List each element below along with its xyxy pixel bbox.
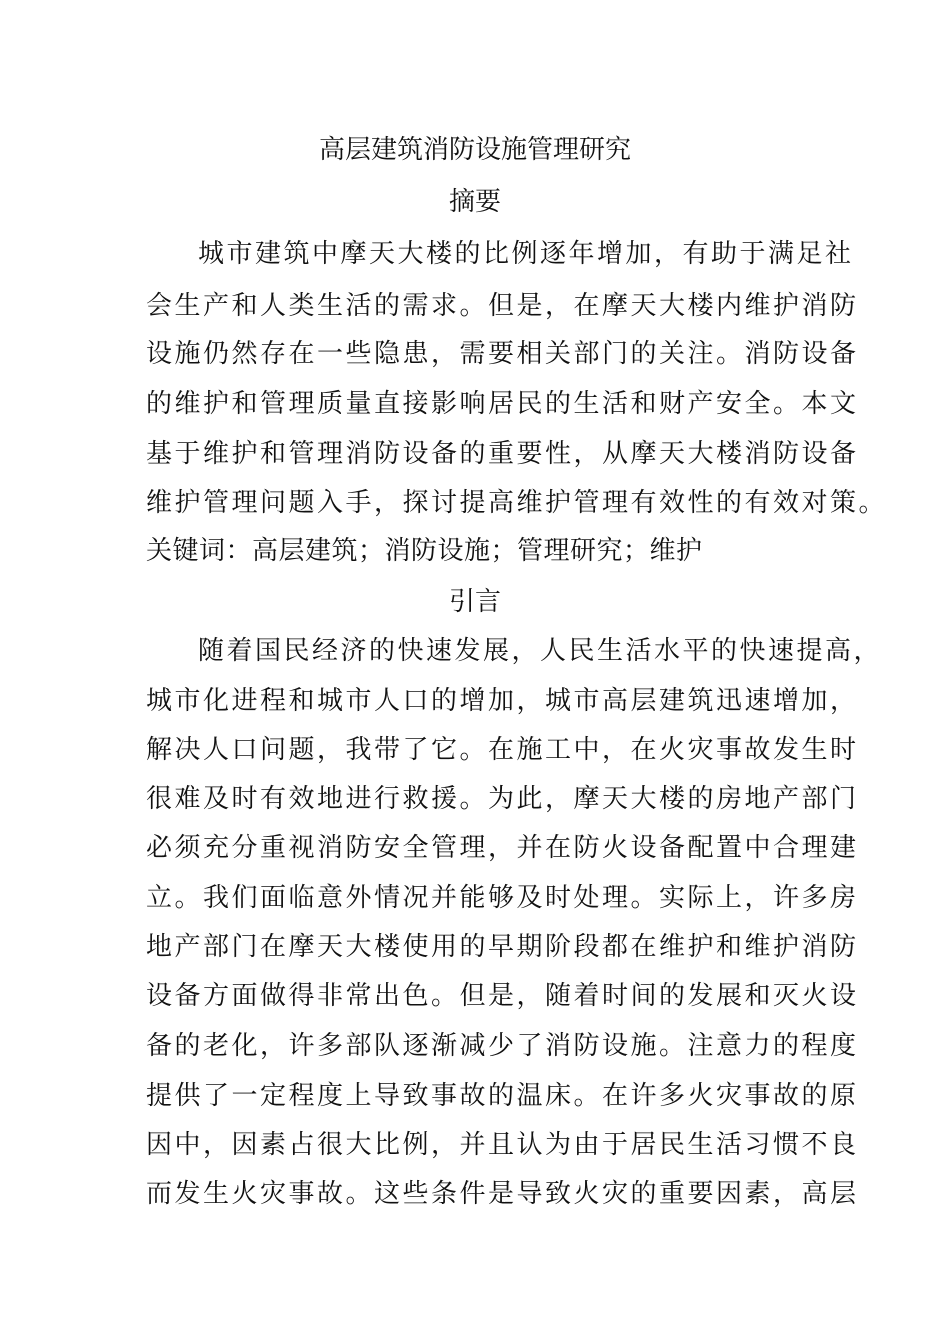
intro-line: 必须充分重视消防安全管理，并在防火设备配置中合理建 [146, 833, 859, 863]
intro-line: 因中，因素占很大比例，并且认为由于居民生活习惯不良 [146, 1130, 859, 1160]
intro-line: 备的老化，许多部队逐渐减少了消防设施。注意力的程度 [146, 1031, 859, 1061]
intro-line: 立。我们面临意外情况并能够及时处理。实际上，许多房 [146, 883, 859, 913]
intro-heading: 引言 [448, 587, 501, 617]
abstract-line: 城市建筑中摩天大楼的比例逐年增加，有助于满足社 [198, 239, 854, 269]
intro-line: 设备方面做得非常出色。但是，随着时间的发展和灭火设 [146, 981, 859, 1011]
abstract-line: 维护管理问题入手，探讨提高维护管理有效性的有效对策。 [146, 488, 888, 518]
intro-line: 城市化进程和城市人口的增加，城市高层建筑迅速增加， [146, 686, 859, 716]
abstract-line: 的维护和管理质量直接影响居民的生活和财产安全。本文 [146, 389, 859, 419]
abstract-line: 设施仍然存在一些隐患，需要相关部门的关注。消防设备 [146, 339, 859, 369]
abstract-line: 会生产和人类生活的需求。但是，在摩天大楼内维护消防 [146, 291, 859, 321]
abstract-heading: 摘要 [448, 187, 501, 217]
intro-line: 很难及时有效地进行救援。为此，摩天大楼的房地产部门 [146, 784, 859, 814]
keywords-line: 关键词：高层建筑；消防设施；管理研究；维护 [146, 536, 703, 566]
intro-line: 随着国民经济的快速发展，人民生活水平的快速提高， [198, 636, 883, 666]
intro-line: 而发生火灾事故。这些条件是导致火灾的重要因素，高层 [146, 1179, 859, 1209]
abstract-line: 基于维护和管理消防设备的重要性，从摩天大楼消防设备 [146, 439, 859, 469]
intro-line: 地产部门在摩天大楼使用的早期阶段都在维护和维护消防 [146, 932, 859, 962]
document-title: 高层建筑消防设施管理研究 [318, 135, 631, 165]
intro-line: 解决人口问题，我带了它。在施工中，在火灾事故发生时 [146, 735, 859, 765]
intro-line: 提供了一定程度上导致事故的温床。在许多火灾事故的原 [146, 1081, 859, 1111]
